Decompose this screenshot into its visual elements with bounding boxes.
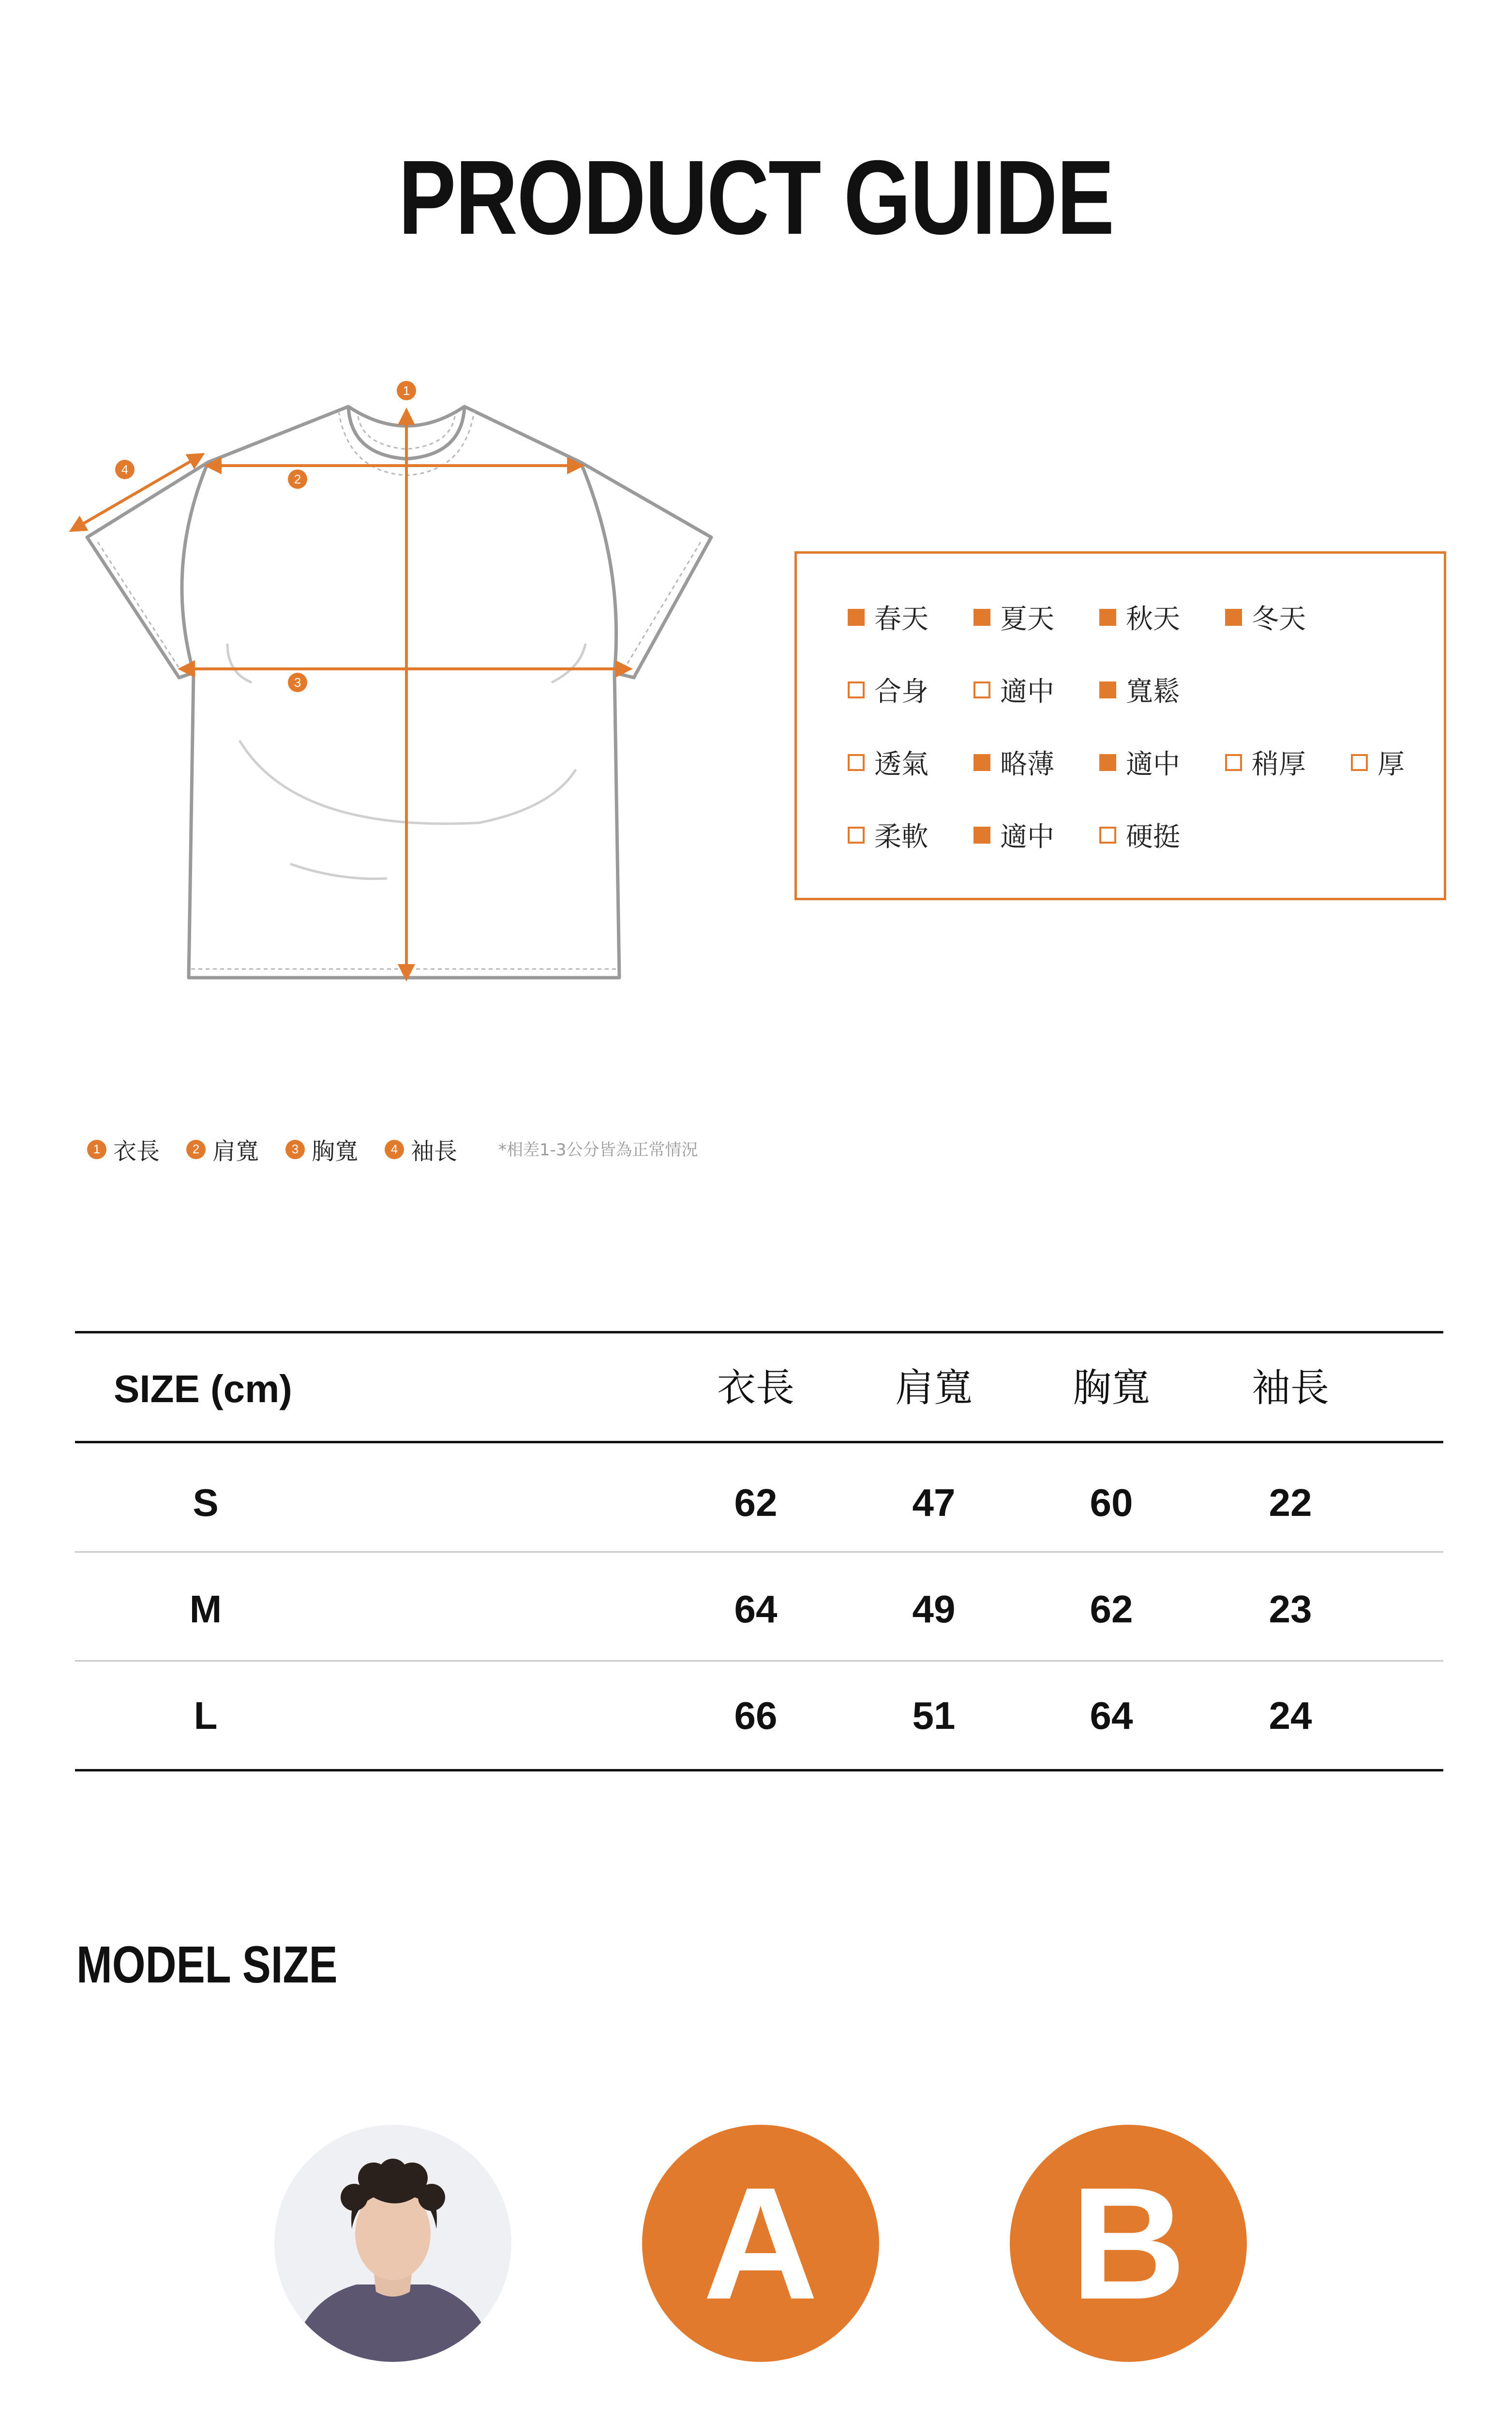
attr-label: 寬鬆 <box>1126 676 1180 708</box>
measure-markers <box>115 381 416 692</box>
size-cell: S <box>193 1481 219 1524</box>
marker-2-label: 2 <box>294 472 301 486</box>
value-cell: 49 <box>912 1588 956 1631</box>
marker-1-label: 1 <box>403 383 410 398</box>
attr-label: 適中 <box>1000 821 1054 853</box>
value-cell: 62 <box>734 1481 778 1524</box>
value-cell: 60 <box>1090 1481 1133 1524</box>
attr-item <box>973 818 1054 852</box>
value-cell: 62 <box>1090 1588 1133 1631</box>
attr-label: 適中 <box>1126 749 1180 780</box>
checkbox-icon <box>1099 609 1116 626</box>
legend-label: 肩寬 <box>212 1138 259 1165</box>
value-cell: 22 <box>1269 1481 1312 1524</box>
avatar-letter: B <box>1070 2154 1186 2332</box>
column-header: 肩寬 <box>895 1365 973 1410</box>
checkbox-icon <box>1225 754 1242 771</box>
size-cell: M <box>189 1588 222 1631</box>
value-cell: 64 <box>734 1588 778 1631</box>
attr-label: 稍厚 <box>1252 749 1306 780</box>
size-cell: L <box>194 1694 218 1737</box>
attr-label: 透氣 <box>874 749 928 780</box>
number-badge-icon: 4 <box>385 1140 404 1159</box>
checkbox-icon <box>848 681 865 698</box>
attr-item <box>1099 673 1180 707</box>
attr-item <box>848 673 928 707</box>
attr-label: 夏天 <box>1000 604 1054 635</box>
attr-item <box>1351 745 1405 779</box>
row-divider <box>75 1551 1443 1553</box>
fabric-attributes-box <box>794 551 1446 900</box>
checkbox-icon <box>973 609 990 626</box>
tshirt-diagram <box>68 373 735 992</box>
value-cell: 47 <box>912 1481 956 1524</box>
attr-item <box>1225 745 1306 779</box>
table-top-rule <box>75 1331 1443 1333</box>
legend-item <box>285 1133 358 1166</box>
checkbox-icon <box>1351 754 1368 771</box>
size-header: SIZE (cm) <box>114 1367 292 1410</box>
avatar <box>642 2125 879 2362</box>
avatar <box>1010 2125 1247 2362</box>
attr-item <box>1099 600 1180 634</box>
value-cell: 66 <box>734 1694 778 1737</box>
legend-item <box>385 1133 457 1166</box>
checkbox-icon <box>848 609 865 626</box>
column-header: 衣長 <box>717 1365 794 1410</box>
attr-item <box>848 745 928 779</box>
attr-label: 厚 <box>1377 749 1405 780</box>
column-header: 胸寬 <box>1073 1365 1150 1410</box>
avatar <box>274 2125 511 2362</box>
attr-item <box>973 745 1054 779</box>
number-badge-icon: 1 <box>87 1140 106 1159</box>
attr-item <box>1099 818 1180 852</box>
attr-item <box>1225 600 1306 634</box>
attr-label: 合身 <box>874 676 928 708</box>
checkbox-icon <box>848 827 865 844</box>
value-cell: 51 <box>912 1694 956 1737</box>
value-cell: 24 <box>1269 1694 1312 1737</box>
checkbox-icon <box>848 754 865 771</box>
attr-label: 硬挺 <box>1126 821 1180 853</box>
marker-3-label: 3 <box>294 675 301 690</box>
attr-item <box>848 600 928 634</box>
number-badge-icon: 2 <box>186 1140 206 1159</box>
checkbox-icon <box>973 754 990 771</box>
page-title: PRODUCT GUIDE <box>398 139 1114 257</box>
checkbox-icon <box>973 827 990 844</box>
column-header: 袖長 <box>1252 1365 1329 1410</box>
checkbox-icon <box>1099 827 1116 844</box>
avatar-letter: A <box>703 2154 819 2332</box>
number-badge-icon: 3 <box>285 1140 305 1159</box>
attr-item <box>973 673 1054 707</box>
attr-item <box>973 600 1054 634</box>
attr-item <box>848 818 928 852</box>
tolerance-note: *相差1-3公分皆為正常情況 <box>498 1140 698 1160</box>
checkbox-icon <box>1099 681 1116 698</box>
model-size-title: MODEL SIZE <box>76 1935 338 1994</box>
header-rule <box>75 1441 1443 1443</box>
attr-label: 秋天 <box>1126 604 1180 635</box>
checkbox-icon <box>973 681 990 698</box>
attr-label: 適中 <box>1000 676 1054 708</box>
attr-label: 略薄 <box>1000 749 1054 780</box>
legend-label: 袖長 <box>411 1138 458 1165</box>
legend-label: 衣長 <box>113 1138 160 1165</box>
legend-label: 胸寬 <box>312 1138 359 1165</box>
legend-item <box>87 1133 160 1166</box>
row-divider <box>75 1660 1443 1662</box>
legend-item <box>186 1133 259 1166</box>
attr-label: 冬天 <box>1252 604 1306 635</box>
value-cell: 64 <box>1090 1694 1133 1737</box>
checkbox-icon <box>1225 609 1242 626</box>
checkbox-icon <box>1099 754 1116 771</box>
value-cell: 23 <box>1269 1588 1312 1631</box>
attr-label: 春天 <box>874 604 928 635</box>
table-bottom-rule <box>75 1769 1443 1771</box>
marker-4-label: 4 <box>121 462 129 477</box>
attr-item <box>1099 745 1180 779</box>
attr-label: 柔軟 <box>874 821 928 853</box>
